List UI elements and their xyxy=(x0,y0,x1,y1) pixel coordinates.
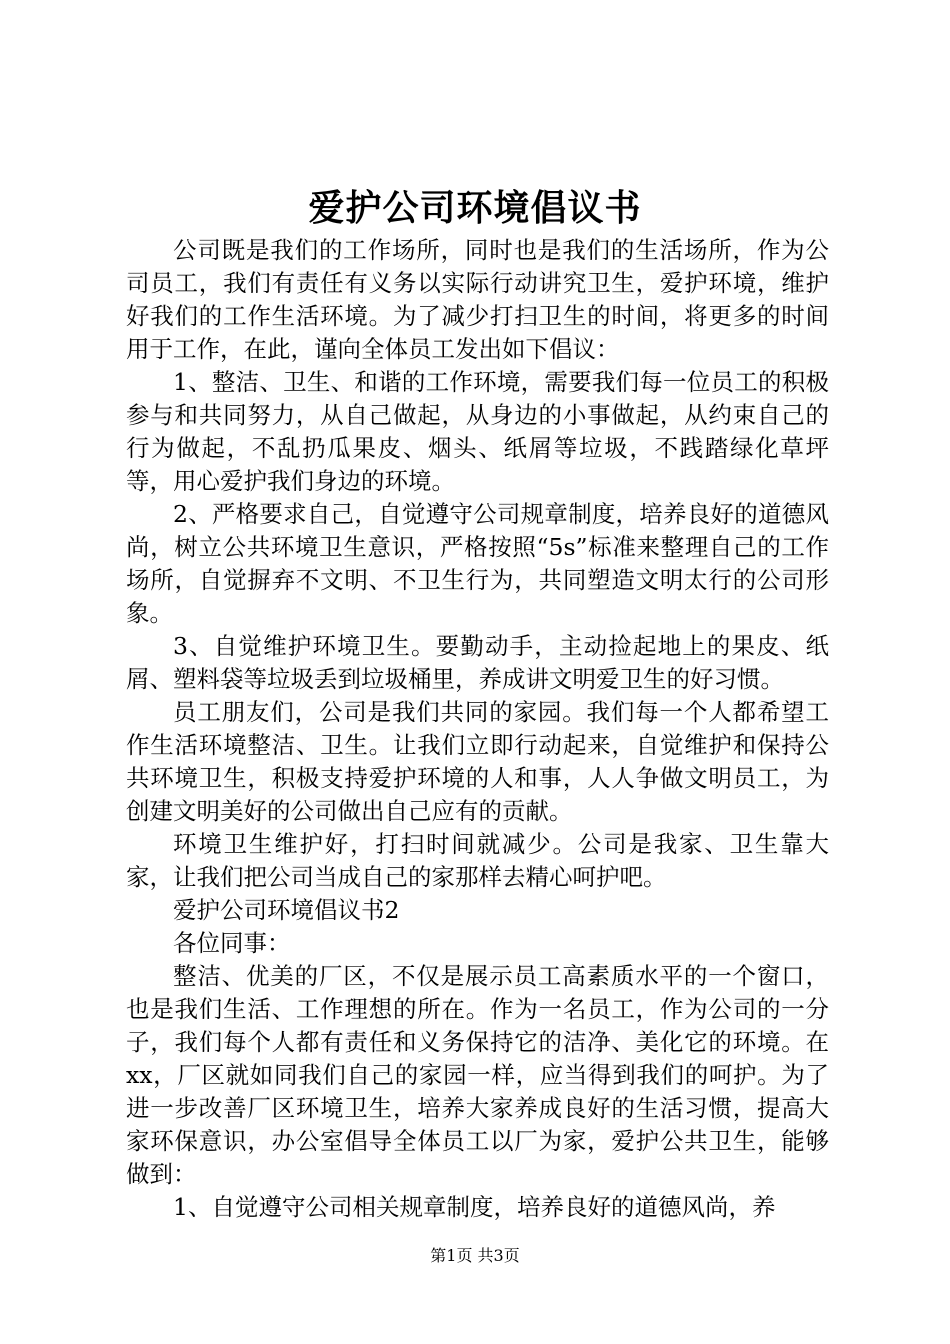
paragraph-item-1: 1、整洁、卫生、和谐的工作环境，需要我们每一位员工的积极参与和共同努力，从自己做起，从身边的小事做起，从约束自己的行为做起，不乱扔瓜果皮、烟头、纸屑等垃圾，不践踏绿化草坪等，用心爱护我们身边的环境。 xyxy=(126,368,829,495)
paragraph-appeal: 员工朋友们，公司是我们共同的家园。我们每一个人都希望工作生活环境整洁、卫生。让我们立即行动起来，自觉维护和保持公共环境卫生，积极支持爱护环境的人和事，人人争做文明员工，为创建文明美好的公司做出自己应有的贡献。 xyxy=(126,698,829,825)
paragraph-intro: 公司既是我们的工作场所，同时也是我们的生活场所，作为公司员工，我们有责任有义务以实际行动讲究卫生，爱护环境，维护好我们的工作生活环境。为了减少打扫卫生的时间，将更多的时间用于工作，在此，谨向全体员工发出如下倡议： xyxy=(126,236,829,363)
paragraph-item-2-1: 1、自觉遵守公司相关规章制度，培养良好的道德风尚，养 xyxy=(173,1193,776,1221)
document-body xyxy=(126,234,829,1224)
paragraph-closing: 环境卫生维护好，打扫时间就减少。公司是我家、卫生靠大家，让我们把公司当成自己的家那样去精心呵护吧。 xyxy=(126,830,829,891)
salutation: 各位同事： xyxy=(173,929,291,957)
section-heading-2: 爱护公司环境倡议书2 xyxy=(173,896,400,924)
paragraph-intro-2: 整洁、优美的厂区，不仅是展示员工高素质水平的一个窗口，也是我们生活、工作理想的所在。作为一名员工，作为公司的一分子，我们每个人都有责任和义务保持它的洁净、美化它的环境。在xx，厂区就如同我们自己的家园一样，应当得到我们的呵护。为了进一步改善厂区环境卫生，培养大家养成良好的生活习惯，提高大家环保意识，办公室倡导全体员工以厂为家，爱护公共卫生，能够做到： xyxy=(126,962,829,1188)
paragraph-item-2: 2、严格要求自己，自觉遵守公司规章制度，培养良好的道德风尚，树立公共环境卫生意识，严格按照“5s”标准来整理自己的工作场所，自觉摒弃不文明、不卫生行为，共同塑造文明太行的公司形象。 xyxy=(126,500,829,627)
paragraph-item-3: 3、自觉维护环境卫生。要勤动手，主动捡起地上的果皮、纸屑、塑料袋等垃圾丢到垃圾桶里，养成讲文明爱卫生的好习惯。 xyxy=(126,632,829,693)
document-title: 爱护公司环境倡议书 xyxy=(308,187,642,229)
page-number-footer: 第1页 共3页 xyxy=(430,1246,520,1265)
